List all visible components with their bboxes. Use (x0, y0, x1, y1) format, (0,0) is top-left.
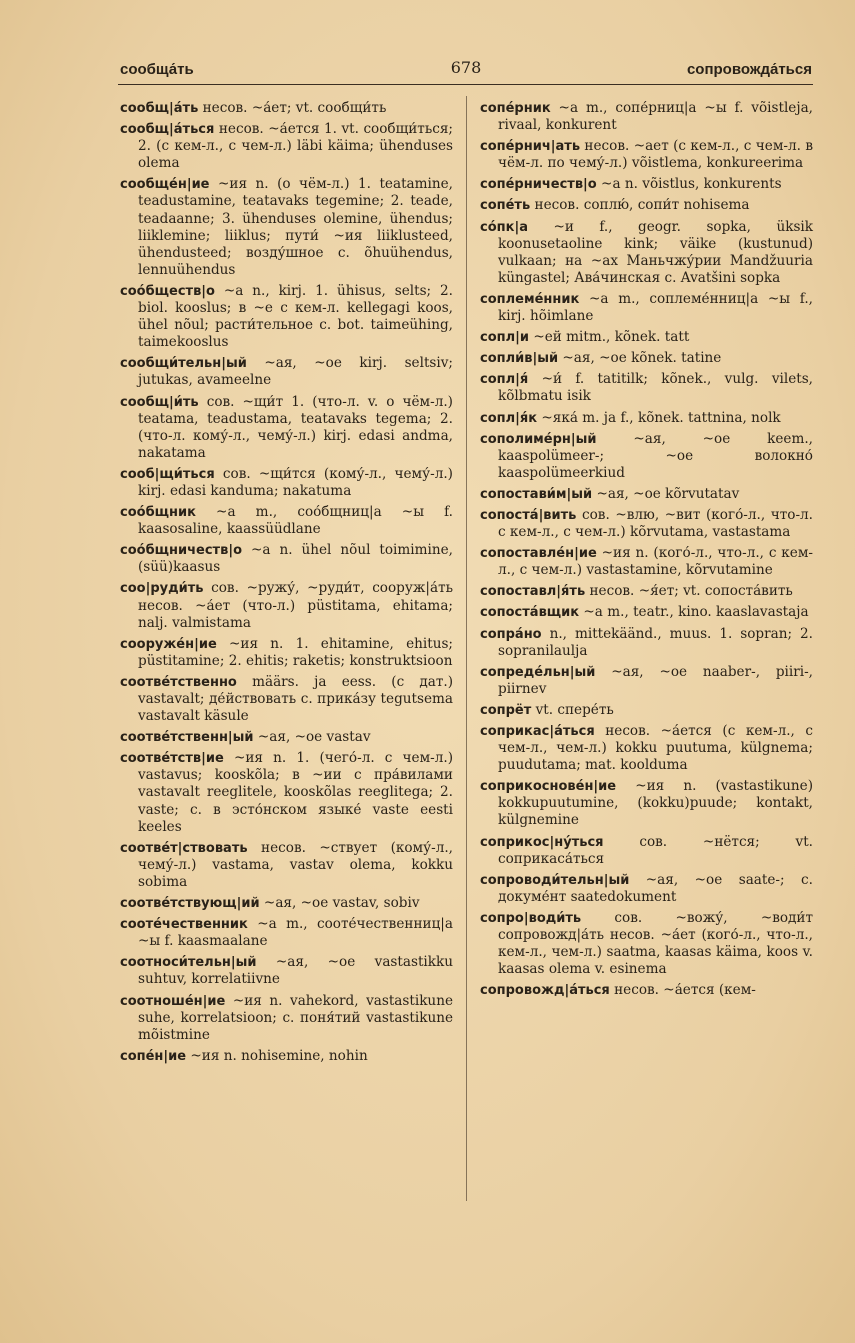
dictionary-entry (120, 121, 453, 172)
entry-headword: сооб|щи́ться (120, 466, 215, 482)
entry-definition: ~ая, ~ое vastav (253, 729, 371, 746)
entry-headword: соотве́тственн|ый (120, 730, 254, 746)
entry-definition: несов. соплю́, сопи́т nohisema (530, 197, 750, 214)
entry-definition: vt. спере́ть (531, 701, 614, 718)
entry-definition: ~а n. ühel nõul toimimine, (süü)kaasus (138, 542, 453, 576)
entry-headword: сопро|води́ть (480, 910, 582, 926)
entry-definition: ~ая, ~ое vastastikku suhtuv, korrelatiivne (138, 954, 453, 988)
entry-headword: соотве́тственно (120, 674, 237, 690)
dictionary-entry (120, 100, 453, 117)
dictionary-entry (120, 355, 453, 389)
dictionary-entry (120, 176, 453, 279)
dictionary-entry (120, 954, 453, 988)
entry-definition: määrs. ja eess. (с дат.) vastavalt; де́йствовать с. прика́зу tegutsema vastavalt käsule (138, 673, 453, 725)
entry-headword: сопл|я́ (480, 372, 529, 388)
entry-headword: сооруже́н|ие (120, 636, 217, 652)
entry-headword: сопоста́вщик (480, 605, 580, 621)
dictionary-entry (480, 910, 813, 978)
entry-definition: ~ия n. vahekord, vastastikune suhe, korrelatsioon; с. поня́тий vastastikune mõistmine (138, 992, 453, 1043)
entry-definition: ~и́ f. tatitilk; kõnek., vulg. vilets, kõlbmatu isik (498, 371, 813, 405)
entry-headword: сообщи́тельн|ый (120, 356, 247, 372)
dictionary-entry (480, 982, 813, 999)
entry-headword: сооте́чественник (120, 917, 248, 933)
dictionary-entry (120, 1048, 453, 1065)
dictionary-entry (480, 219, 813, 287)
entry-headword: соо́бществ|о (120, 283, 215, 299)
entry-definition: ~ая, ~ое keem., kaaspolümeer-; ~ое волокно́ kaaspolümeerkiud (498, 430, 813, 481)
dictionary-entry (480, 410, 813, 427)
entry-headword: соотве́тствующ|ий (120, 896, 260, 912)
entry-definition: несов. ~а́ется (кем- (609, 982, 756, 999)
dictionary-entry (480, 431, 813, 482)
entry-headword: сообщ|а́ть (120, 101, 199, 116)
entry-headword: соотноси́тельн|ый (120, 955, 257, 971)
right-column (480, 100, 813, 1003)
dictionary-entry (120, 916, 453, 950)
entry-headword: соотве́т|ствовать (120, 840, 248, 856)
entry-definition: ~ая, ~ое saate-; с. докуме́нт saatedokument (498, 871, 813, 905)
entry-definition: ~ия n. (кого́-л., что-л., с кем-л., с чем-л.) vastastamine, kõrvutamine (498, 545, 813, 579)
entry-definition: сов. ~щи́т 1. (что-л. v. о чём-л.) teatama, teadustama, teatavaks tegema; 2. (что-л. кому́-л., чему́-л.) kirj. edasi andma, nakatama (138, 393, 453, 461)
entry-definition: ~ия n. (vastastikune) kokkupuutumine, (kokku)puude; kontakt, külgnemine (498, 778, 813, 829)
left-column (120, 100, 453, 1069)
entry-headword: сопоставл|я́ть (480, 584, 586, 600)
entry-headword: сопрёт (480, 702, 532, 718)
entry-headword: со́пк|а (480, 219, 528, 235)
entry-definition: ~а m., teatr., kino. kaaslavastaja (579, 604, 809, 621)
entry-headword: соотве́тств|ие (120, 751, 224, 767)
header-guide-word-right: сопровожда́ться (686, 61, 812, 78)
dictionary-entry (120, 636, 453, 670)
dictionary-entry (480, 197, 813, 214)
entry-headword: сопл|я́к (480, 410, 538, 426)
entry-definition: ~ия n. nohisemine, nohin (186, 1047, 368, 1064)
entry-definition: ~ия n. 1. (чего́-л. с чем-л.) vastavus; kooskõla; в ~ии с пра́вилами vastavalt reeglitele, kooskõlas reeglitega; 2. vaste; с. в эсто́нском языке́ vaste eesti keeles (138, 750, 453, 835)
entry-definition: несов. ~а́ется (с кем-л., с чем-л., чем-л.) kokku puutuma, külgnema; puudutama; mat. kooldumа (498, 723, 813, 774)
entry-definition: сов. ~щи́тся (кому́-л., чему́-л.) kirj. edasi kanduma; nakatuma (138, 465, 453, 499)
dictionary-entry (120, 466, 453, 500)
entry-headword: сопл|и (480, 330, 529, 346)
dictionary-entry (480, 176, 813, 193)
entry-definition: сов. ~ружу́, ~руди́т, сооруж|а́ть несов. ~а́ет (что-л.) püstitama, ehitama; nalj. valmistama (138, 580, 453, 631)
dictionary-entry (120, 394, 453, 462)
entry-headword: сообщ|и́ть (120, 394, 199, 410)
entry-headword: соприкас|а́ться (480, 724, 595, 739)
dictionary-entry (480, 329, 813, 346)
entry-definition: сов. ~вожу́, ~води́т сопровожд|а́ть несов. ~а́ет (кого́-л., что-л., кем-л., чем-л.) saatma, kaasas käima, koos v. kaasas olema v. esinema (498, 909, 813, 978)
header-rule (118, 84, 813, 85)
dictionary-entry (120, 895, 453, 912)
dictionary-entry (480, 778, 813, 829)
entry-headword: сополиме́рн|ый (480, 431, 597, 447)
entry-headword: соо́бщничеств|о (120, 543, 242, 559)
entry-definition: несов. ~а́ется 1. vt. сообщи́ться; 2. (с кем-л., с чем-л.) läbi käima; ühenduses olema (138, 121, 453, 172)
entry-headword: соо|руди́ть (120, 581, 204, 597)
dictionary-entry (480, 100, 813, 134)
entry-headword: сопе́рничеств|о (480, 177, 597, 193)
entry-definition: ~ая, ~ое kirj. seltsiv; jutukas, avameelne (138, 355, 453, 389)
dictionary-entry (480, 583, 813, 600)
page-header (120, 58, 812, 84)
dictionary-entry (120, 542, 453, 576)
entry-definition: ~ия n. (о чём-л.) 1. teatamine, teadustamine, teatavaks tegemine; 2. teade, teadaanne; 3. ühenduses olemine, ühendus; liiklemine; liiklus; пути́ ~ия liiklusteed, ühendusteed; возду́шное с. õhuühendus, lennuühendus (138, 176, 453, 278)
page-number: 678 (450, 58, 482, 77)
dictionary-entry (480, 604, 813, 621)
dictionary-entry (480, 507, 813, 541)
entry-definition: ~а m., соо́бщниц|а ~ы f. kaasosaline, kaassüüdlane (138, 504, 453, 538)
dictionary-entry (120, 840, 453, 891)
entry-headword: сопоставле́н|ие (480, 546, 597, 562)
column-divider (466, 96, 467, 1201)
dictionary-entry (480, 723, 813, 774)
entry-headword: сопра́но (480, 626, 542, 642)
dictionary-entry (480, 664, 813, 698)
dictionary-entry (120, 750, 453, 835)
dictionary-entry (120, 504, 453, 538)
entry-headword: сообще́н|ие (120, 177, 210, 193)
entry-headword: сопли́в|ый (480, 351, 559, 367)
dictionary-entry (480, 138, 813, 172)
dictionary-entry (480, 486, 813, 503)
dictionary-entry (120, 729, 453, 746)
entry-headword: сопреде́льн|ый (480, 664, 596, 680)
entry-headword: соприкоснове́н|ие (480, 779, 617, 795)
entry-headword: соплеме́нник (480, 291, 580, 307)
dictionary-entry (480, 350, 813, 367)
entry-definition: ~ия n. 1. ehitamine, ehitus; püstitamine; 2. ehitis; raketis; konstruktsioon (138, 635, 453, 669)
entry-headword: сопоста́|вить (480, 507, 577, 523)
dictionary-entry (480, 371, 813, 405)
entry-definition: ~а m., соплеме́нниц|а ~ы f., kirj. hõimlane (498, 290, 813, 325)
dictionary-entry (480, 872, 813, 906)
dictionary-entry (480, 702, 813, 719)
dictionary-entry (120, 993, 453, 1044)
entry-headword: соотноше́н|ие (120, 993, 226, 1009)
entry-definition: несов. ~ствует (кому́-л., чему́-л.) vastama, vastav olema, kokku sobima (138, 839, 453, 890)
entry-definition: ~а m., сопе́рниц|а ~ы f. võistleja, rivaal, konkurent (498, 100, 813, 134)
entry-definition: ~ая, ~ое naaber-, piiri-, piirnev (498, 663, 813, 697)
entry-definition: несов. ~а́ет; vt. сообщи́ть (198, 100, 387, 116)
dictionary-entry (120, 283, 453, 351)
entry-definition: ~и f., geogr. sopka, üksik koonusetaoline kink; väike (kustunud) vulkaan; на ~ах Маньчжу́рии Mandžuuria küngastel; Ава́чинская с. Avatšini sopka (498, 218, 813, 286)
entry-definition: ~а m., сооте́чественниц|а ~ы f. kaasmaalane (138, 916, 453, 950)
entry-headword: сопе́рнич|ать (480, 139, 581, 155)
entry-definition: ~ая, ~ое kõrvutatav (592, 485, 740, 502)
dictionary-entry (120, 580, 453, 631)
dictionary-entry (120, 674, 453, 725)
entry-headword: соо́бщник (120, 505, 196, 521)
entry-definition: ~а n. võistlus, konkurents (596, 176, 782, 193)
entry-definition: несов. ~я́ет; vt. сопоста́вить (585, 583, 793, 600)
entry-definition: ~яка́ m. ja f., kõnek. tattnina, nolk (537, 409, 781, 426)
entry-headword: сопровожд|а́ться (480, 983, 610, 999)
entry-headword: соприкос|ну́ться (480, 834, 604, 850)
entry-definition: ~а n., kirj. 1. ühisus, selts; 2. biol. kooslus; в ~е с кем-л. kellegagi koos, ühel nõul; расти́тельное с. bot. taimeühing, taimekooslus (138, 282, 453, 351)
dictionary-entry (480, 545, 813, 579)
entry-headword: сопроводи́тельн|ый (480, 872, 630, 888)
entry-headword: сопе́рник (480, 101, 551, 116)
dictionary-entry (480, 291, 813, 325)
entry-headword: сопе́ть (480, 198, 531, 214)
entry-definition: ~ая, ~ое vastav, sobiv (259, 895, 420, 912)
entry-definition: несов. ~ает (с кем-л., с чем-л. в чём-л. по чему́-л.) võistlema, konkureerima (498, 138, 813, 172)
dictionary-entry (480, 834, 813, 868)
entry-headword: сопостави́м|ый (480, 486, 593, 502)
entry-headword: сопе́н|ие (120, 1048, 187, 1064)
entry-definition: сов. ~влю, ~вит (кого́-л., что-л. с кем-л., с чем-л.) kõrvutama, vastastama (498, 506, 813, 541)
entry-definition: ~ая, ~ое kõnek. tatine (558, 350, 722, 367)
entry-definition: сов. ~нётся; vt. соприкаса́ться (498, 833, 813, 867)
dictionary-entry (480, 626, 813, 660)
entry-headword: сообщ|а́ться (120, 122, 215, 138)
entry-definition: n., mittekäänd., muus. 1. sopran; 2. sopranilaulja (498, 625, 813, 659)
entry-definition: ~ей mitm., kõnek. tatt (529, 329, 690, 346)
header-guide-word-left: сообща́ть (120, 61, 194, 78)
